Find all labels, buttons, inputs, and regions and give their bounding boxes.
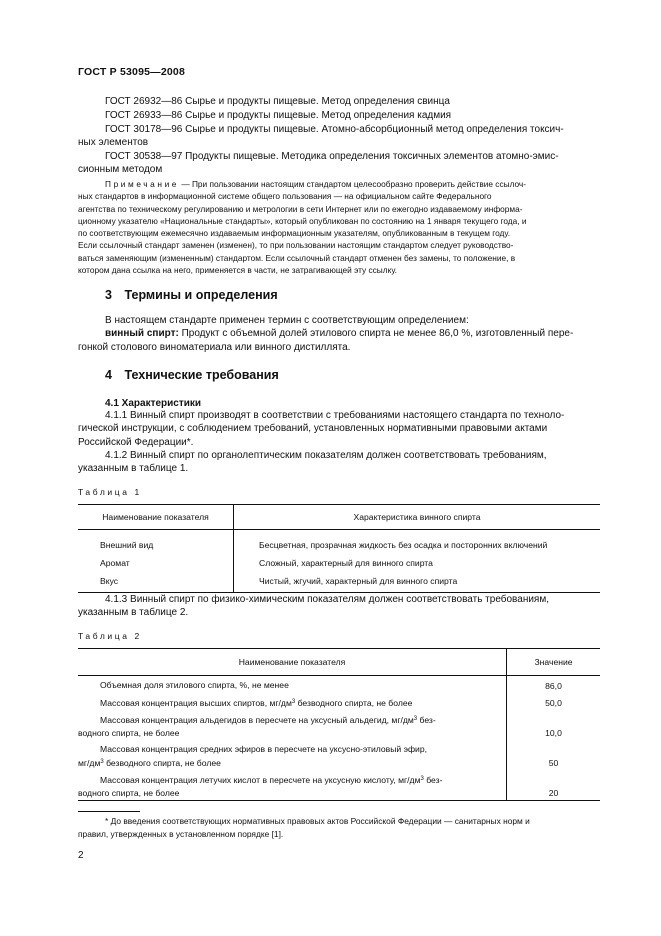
table-cell: Бесцветная, прозрачная жидкость без осадка и посторонних включений <box>259 540 548 550</box>
cell-text: Массовая концентрация средних эфиров в пересчете на уксусно-этиловый эфир, <box>100 744 428 754</box>
reference-item <box>78 123 600 149</box>
table-cell: Внешний вид <box>78 530 234 555</box>
paragraph-4-1-2 <box>78 449 600 476</box>
note-line: агентства по техническому регулированию и метрологии в сети Интернет или по ежегодно издаваемому информа- <box>78 203 523 214</box>
table-header-cell: Наименование показателя <box>78 649 507 676</box>
table-row <box>78 572 600 593</box>
table-value: 10,0 <box>545 728 562 738</box>
cell-text: безводного спирта, не более <box>103 757 221 768</box>
table-row <box>78 770 600 801</box>
cell-text: Массовая концентрация летучих кислот в пересчете на уксусную кислоту, мг/дм <box>100 775 421 785</box>
table2-caption: Таблица 2 <box>78 631 142 641</box>
footnote <box>78 815 600 841</box>
reference-text: сионным методом <box>78 164 163 175</box>
paragraph-4-1-3 <box>78 593 600 620</box>
footnote-text: * До введения соответствующих нормативных правовых актов Российской Федерации — санитарных норм и <box>105 816 530 826</box>
table-cell: Вкус <box>78 572 234 593</box>
reference-text: ГОСТ 26933—86 Сырье и продукты пищевые. Метод определения кадмия <box>105 110 452 121</box>
table-header-cell: Характеристика винного спирта <box>234 505 601 530</box>
reference-item <box>78 109 600 122</box>
table-cell <box>78 740 507 770</box>
table-header-row <box>78 505 600 530</box>
table-cell: Чистый, жгучий, характерный для винного спирта <box>234 572 601 593</box>
table-value: 50,0 <box>545 698 562 708</box>
superscript: 3 <box>291 698 296 705</box>
table-header-row <box>78 649 600 676</box>
section-number: 4 <box>105 368 112 382</box>
cell-text: мг/дм <box>78 757 101 768</box>
table-header-cell: Наименование показателя <box>78 505 234 530</box>
table-cell <box>78 693 507 711</box>
table-row <box>78 740 600 770</box>
note-block <box>78 178 600 276</box>
note-line: котором дана ссылка на него, применяется в части, не затрагивающей эту ссылку. <box>78 265 397 276</box>
section-number: 3 <box>105 288 112 302</box>
cell-text: водного спирта, не более <box>78 787 180 798</box>
reference-item <box>78 95 600 108</box>
table1 <box>78 504 600 593</box>
note-line: ных стандартов в информационной системе общего пользования — на официальном сайте Федерального <box>78 191 492 202</box>
note-line: по соответствующим ежемесячно издаваемым информационным указателям, опубликованным в текущем году. <box>78 228 511 239</box>
table-value: 86,0 <box>545 680 562 691</box>
superscript: 3 <box>420 776 424 782</box>
note-line: Если ссылочный стандарт заменен (изменен), то при пользовании настоящим стандартом следует руководство- <box>78 240 514 251</box>
table-cell <box>78 676 507 693</box>
table2 <box>78 648 600 801</box>
footnote-separator <box>78 811 140 812</box>
paragraph-text: гической инструкции, с соблюдением требований, установленных нормативными правовыми актами <box>78 423 548 435</box>
table-value: 20 <box>507 770 601 801</box>
definition-text: гонкой столового виноматериала или винного дистиллята. <box>78 341 351 353</box>
cell-text: водного спирта, не более <box>78 727 180 738</box>
table-row <box>78 530 600 555</box>
section-heading <box>105 368 279 382</box>
standard-header: ГОСТ Р 53095—2008 <box>78 66 186 78</box>
section-heading <box>105 288 278 302</box>
cell-text: без- <box>417 715 436 725</box>
paragraph-text: указанным в таблице 2. <box>78 607 189 619</box>
paragraph-text: 4.1.3 Винный спирт по физико-химическим показателям должен соответствовать требованиям, <box>105 594 549 605</box>
superscript: 3 <box>100 758 104 765</box>
superscript: 3 <box>413 716 418 722</box>
note-line: ваться заменяющим (измененным) стандартом. Если ссылочный стандарт отменен без замены, то положение, в <box>78 252 516 263</box>
section-title: Термины и определения <box>124 288 278 302</box>
paragraph-4-1-1 <box>78 409 600 449</box>
cell-text: Массовая концентрация альдегидов в пересчете на уксусный альдегид, мг/дм <box>100 715 414 725</box>
cell-text: Массовая концентрация высших спиртов, мг/дм <box>100 697 292 708</box>
note-line: — При пользовании настоящим стандартом целесообразно проверить действие ссылоч- <box>181 179 527 189</box>
table-row <box>78 554 600 572</box>
term: винный спирт: <box>105 328 179 340</box>
page-number: 2 <box>78 850 84 861</box>
paragraph-text: 4.1.1 Винный спирт производят в соответствии с требованиями настоящего стандарта по техноло- <box>105 410 565 421</box>
paragraph-text: В настоящем стандарте применен термин с соответствующим определением: <box>105 315 469 326</box>
table-value: 50 <box>548 758 559 768</box>
paragraph-text: Российской Федерации*. <box>78 436 194 448</box>
reference-text: ГОСТ 30538—97 Продукты пищевые. Методика определения токсичных элементов атомно-эмис- <box>105 151 559 162</box>
table-cell <box>78 770 507 801</box>
table1-caption: Таблица 1 <box>78 487 142 497</box>
definition-text: Продукт с объемной долей этилового спирта не менее 86,0 %, изготовленный пере- <box>181 328 574 340</box>
note-line: ционному указателю «Национальные стандарты», который опубликован по состоянию на 1 января текущего года, и <box>78 215 527 226</box>
section3-body <box>78 314 600 354</box>
paragraph-text: 4.1.2 Винный спирт по органолептическим показателям должен соответствовать требованиям, <box>105 450 547 461</box>
note-label: Примечание <box>105 179 180 189</box>
paragraph-text: указанным в таблице 1. <box>78 463 189 475</box>
reference-text: ных элементов <box>78 137 149 148</box>
section-title: Технические требования <box>124 368 279 382</box>
table-row <box>78 676 600 693</box>
cell-text: безводного спирта, не более <box>295 697 413 708</box>
table-cell: Сложный, характерный для винного спирта <box>259 558 433 568</box>
reference-text: ГОСТ 30178—96 Сырье и продукты пищевые. Атомно-абсорбционный метод определения токсич- <box>105 124 564 135</box>
reference-item <box>78 150 600 176</box>
table-row <box>78 693 600 711</box>
reference-text: ГОСТ 26932—86 Сырье и продукты пищевые. Метод определения свинца <box>105 96 450 107</box>
cell-text: Объемная доля этилового спирта, %, не менее <box>100 680 289 690</box>
table-cell: Аромат <box>78 554 234 572</box>
footnote-text: правил, утвержденных в установленном порядке [1]. <box>78 829 284 839</box>
subsection-heading: 4.1 Характеристики <box>105 398 202 409</box>
table-header-cell: Значение <box>507 649 601 676</box>
cell-text: без- <box>423 775 443 785</box>
table-row <box>78 710 600 740</box>
table-cell <box>78 710 507 740</box>
